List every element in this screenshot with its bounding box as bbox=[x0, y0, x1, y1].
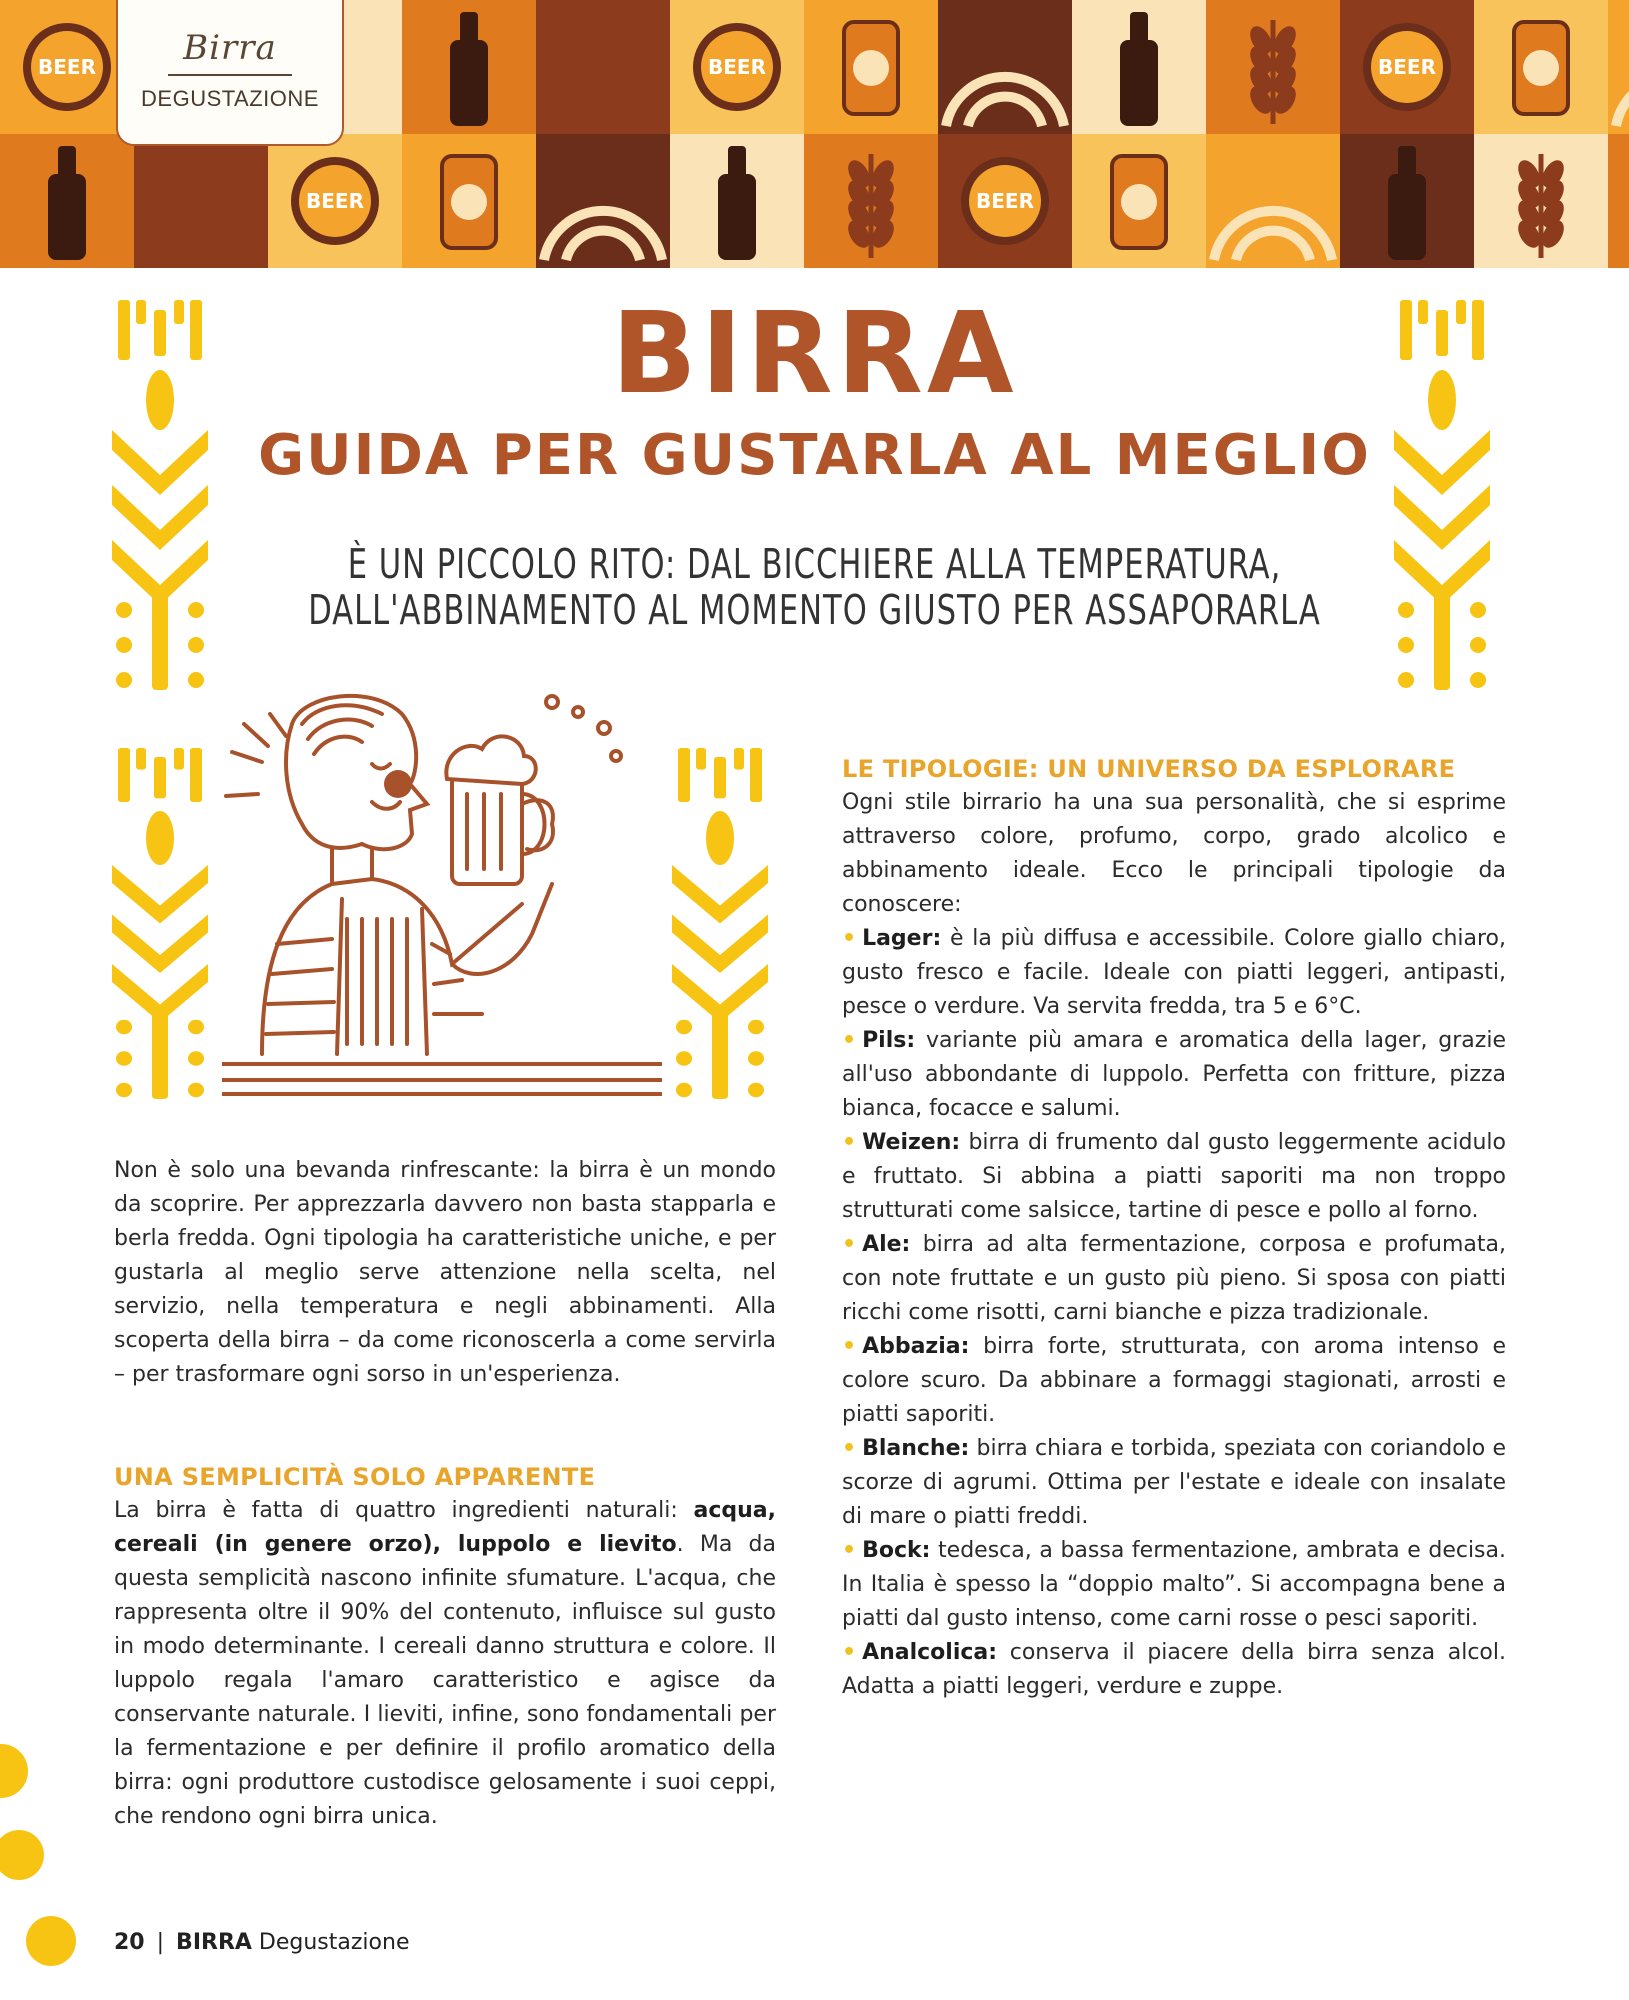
section-tag-label: DEGUSTAZIONE bbox=[141, 86, 319, 111]
section-heading-tipologie: LE TIPOLOGIE: UN UNIVERSO DA ESPLORARE bbox=[842, 755, 1456, 783]
page-number: 20 bbox=[114, 1930, 145, 1955]
beer-type-description: conserva il piacere della birra senza alcol. Adatta a piatti leggeri, verdure e zuppe. bbox=[842, 1640, 1506, 1699]
beer-type-name: Ale: bbox=[862, 1232, 911, 1257]
beer-type-item bbox=[842, 1126, 1506, 1228]
section-tag-divider bbox=[168, 74, 292, 76]
pattern-tile bbox=[536, 134, 670, 268]
ingredienti-text-end: . Ma da questa semplicità nascono infinite sfumature. L'acqua, che rappresenta oltre il 90% del contenuto, influisce sul gusto in modo determinante. I cereali danno struttura e colore. Il luppolo regala l'amaro caratteristico e agisce da conservante naturale. I lieviti, infine, sono fondamentali per la fermentazione e per definire il profilo aromatico della birra: ogni produttore custodisce gelosamente i suoi ceppi, che rendono ogni birra unica. bbox=[114, 1532, 776, 1829]
beer-type-item bbox=[842, 1228, 1506, 1330]
man-drinking-beer-illustration bbox=[222, 684, 662, 1104]
beer-can-badge bbox=[853, 50, 889, 86]
beer-type-name: Blanche: bbox=[862, 1436, 970, 1461]
beer-type-item bbox=[842, 1432, 1506, 1534]
bullet-icon: • bbox=[842, 1436, 857, 1461]
pattern-tile bbox=[938, 0, 1072, 134]
beer-bottle-neck bbox=[1398, 146, 1416, 180]
decorative-dot-2 bbox=[0, 1830, 44, 1880]
wheat-ornament-mid-left bbox=[110, 748, 210, 1108]
pattern-tile bbox=[1206, 134, 1340, 268]
footer-magazine-name: BIRRA bbox=[176, 1930, 252, 1955]
beer-cap-label: BEER bbox=[1378, 55, 1436, 79]
beer-type-item bbox=[842, 1330, 1506, 1432]
bullet-icon: • bbox=[842, 1130, 857, 1155]
beer-bottle-icon bbox=[1388, 174, 1426, 260]
beer-type-name: Bock: bbox=[862, 1538, 931, 1563]
beer-can-badge bbox=[451, 184, 487, 220]
beer-can-badge bbox=[1121, 184, 1157, 220]
page-footer bbox=[114, 1930, 409, 1955]
section-tag bbox=[116, 0, 344, 146]
tipologie-intro: Ogni stile birrario ha una sua personalità, che si esprime attraverso colore, profumo, corpo, grado alcolico e abbinamento ideale. Ecco le principali tipologie da conoscere: bbox=[842, 790, 1506, 917]
section-heading-semplicita: UNA SEMPLICITÀ SOLO APPARENTE bbox=[114, 1463, 596, 1491]
beer-type-description: birra ad alta fermentazione, corposa e profumata, con note fruttate e un gusto più pieno. Si sposa con piatti ricchi come risotti, carni bianche e pizza tradizionale. bbox=[842, 1232, 1506, 1325]
beer-bottle-neck bbox=[1130, 12, 1148, 46]
page-subtitle: GUIDA PER GUSTARLA AL MEGLIO bbox=[258, 423, 1371, 488]
intro-line-2: DALL'ABBINAMENTO AL MOMENTO GIUSTO PER ASSAPORARLA bbox=[308, 587, 1321, 635]
beer-cap-label: BEER bbox=[708, 55, 766, 79]
pattern-tile bbox=[1608, 134, 1629, 268]
page-title: BIRRA bbox=[611, 289, 1018, 419]
footer-section-name: Degustazione bbox=[258, 1930, 410, 1955]
beer-type-description: tedesca, a bassa fermentazione, ambrata e decisa. In Italia è spesso la “doppio malto”. Si accompagna bene a piatti dal gusto intenso, come carni rosse o pesci saporiti. bbox=[842, 1538, 1506, 1631]
beer-can-badge bbox=[1523, 50, 1559, 86]
beer-type-description: birra forte, strutturata, con aroma intenso e colore scuro. Da abbinare a formaggi stagionati, arrosti e piatti saporiti. bbox=[842, 1334, 1506, 1427]
beer-bottle-icon bbox=[1120, 40, 1158, 126]
left-section bbox=[114, 1460, 776, 1834]
beer-types-list bbox=[842, 922, 1506, 1704]
beer-bottle-neck bbox=[728, 146, 746, 180]
wheat-ornament-top-right bbox=[1392, 300, 1492, 700]
beer-cap-label: BEER bbox=[976, 189, 1034, 213]
beer-type-description: birra chiara e torbida, speziata con coriandolo e scorze di agrumi. Ottima per l'estate e ideale con insalate di mare o piatti freddi. bbox=[842, 1436, 1506, 1529]
beer-bottle-icon bbox=[450, 40, 488, 126]
section-paragraph-ingredienti bbox=[114, 1494, 776, 1834]
intro-line-1: È UN PICCOLO RITO: DAL BICCHIERE ALLA TEMPERATURA, bbox=[347, 541, 1282, 589]
beer-cap-label: BEER bbox=[306, 189, 364, 213]
right-column bbox=[842, 752, 1506, 1704]
wheat-ornament-top-left bbox=[110, 300, 210, 700]
bullet-icon: • bbox=[842, 1028, 857, 1053]
ingredienti-text-bold: acqua, cereali (in genere orzo), luppolo e lievito bbox=[114, 1498, 776, 1557]
beer-type-description: è la più diffusa e accessibile. Colore giallo chiaro, gusto fresco e facile. Ideale con piatti leggeri, antipasti, pesce o verdure. Va servita fredda, tra 5 e 6°C. bbox=[842, 926, 1506, 1019]
bullet-icon: • bbox=[842, 1232, 857, 1257]
beer-type-description: variante più amara e aromatica della lager, grazie all'uso abbondante di luppolo. Perfetta con fritture, pizza bianca, focacce e salumi. bbox=[842, 1028, 1506, 1121]
left-column bbox=[114, 1154, 776, 1392]
bullet-icon: • bbox=[842, 1334, 857, 1359]
beer-type-item bbox=[842, 1636, 1506, 1704]
beer-type-name: Weizen: bbox=[862, 1130, 961, 1155]
beer-type-name: Analcolica: bbox=[862, 1640, 998, 1665]
bullet-icon: • bbox=[842, 1538, 857, 1563]
decorative-dot-3 bbox=[26, 1916, 76, 1966]
footer-separator: | bbox=[156, 1930, 165, 1955]
beer-bottle-icon bbox=[48, 174, 86, 260]
wheat-ornament-mid-right bbox=[670, 748, 770, 1108]
beer-bottle-icon bbox=[718, 174, 756, 260]
bullet-icon: • bbox=[842, 926, 857, 951]
beer-type-item bbox=[842, 1534, 1506, 1636]
beer-type-name: Pils: bbox=[862, 1028, 916, 1053]
section-tag-script: Birra bbox=[183, 28, 277, 68]
ingredienti-text-start: La birra è fatta di quattro ingredienti naturali: bbox=[114, 1498, 678, 1523]
beer-type-name: Abbazia: bbox=[862, 1334, 970, 1359]
beer-cap-label: BEER bbox=[38, 55, 96, 79]
beer-type-item bbox=[842, 1024, 1506, 1126]
beer-type-name: Lager: bbox=[862, 926, 942, 951]
beer-bottle-neck bbox=[58, 146, 76, 180]
beer-type-item bbox=[842, 922, 1506, 1024]
intro-paragraph: Non è solo una bevanda rinfrescante: la birra è un mondo da scoprire. Per apprezzarla davvero non basta stapparla e berla fredda. Ogni tipologia ha caratteristiche uniche, e per gustarla al meglio serve attenzione nella scelta, nel servizio, nella temperatura e negli abbinamenti. Alla scoperta della birra – da come riconoscerla a come servirla – per trasformare ogni sorso in un'esperienza. bbox=[114, 1158, 776, 1387]
beer-bottle-neck bbox=[460, 12, 478, 46]
decorative-dot-1 bbox=[0, 1744, 28, 1798]
beer-type-description: birra di frumento dal gusto leggermente acidulo e fruttato. Si abbina a piatti saporiti ma non troppo strutturati come salsicce, tartine di pesce e pollo al forno. bbox=[842, 1130, 1506, 1223]
bullet-icon: • bbox=[842, 1640, 857, 1665]
